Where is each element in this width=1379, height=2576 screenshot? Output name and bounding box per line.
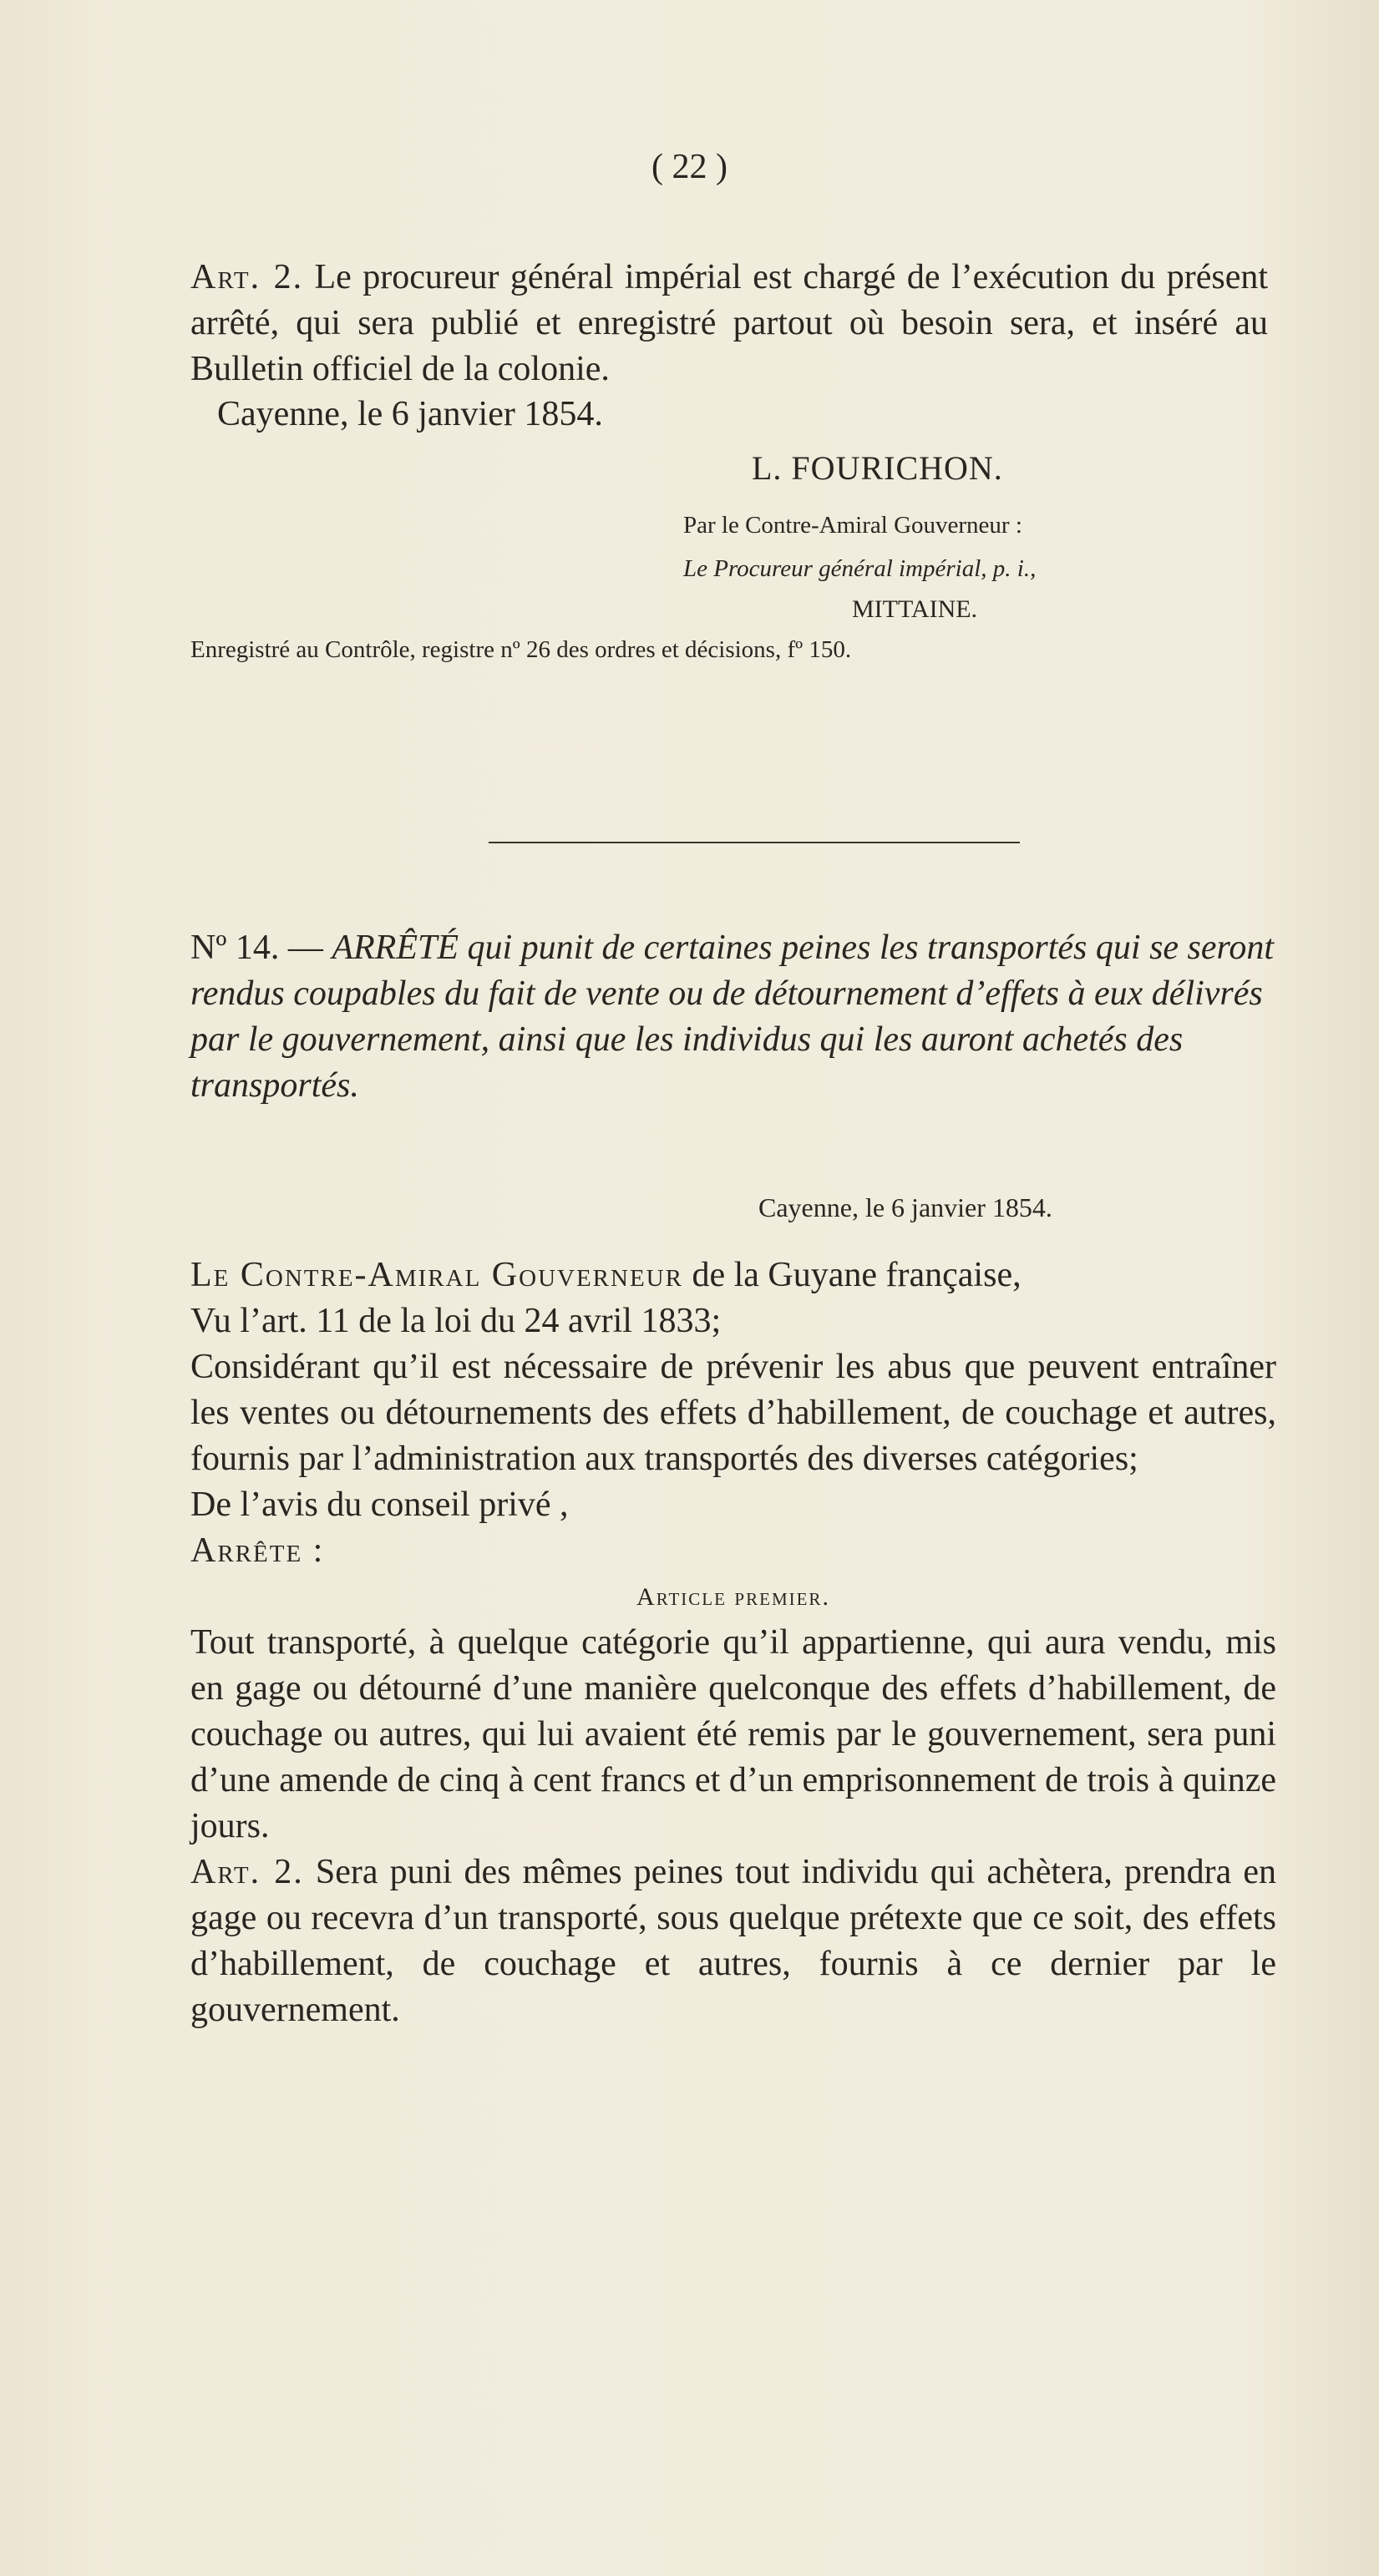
procureur-line: Le Procureur général impérial, p. i., <box>683 555 1037 582</box>
article-label: Art. 2. <box>190 258 304 296</box>
considerant-paragraph: Considérant qu’il est nécessaire de prévenir les abus que peuvent entraîner les ventes ou détournements des effets d’habillement, de couchage et autres, fournis par l’administration aux transportés des diverses catégories; <box>190 1348 1276 1478</box>
avis-paragraph: De l’avis du conseil privé , <box>190 1485 569 1524</box>
signature: L. FOURICHON. <box>752 449 1003 487</box>
decree-body <box>190 1253 1276 2033</box>
gouverneur-rest: de la Guyane française, <box>692 1256 1022 1294</box>
article-2-text: Sera puni des mêmes peines tout individu qui achètera, prendra en gage ou recevra d’un transporté, sous quelque prétexte que ce soit, des effets d’habillement, de couchage et autres, fournis à ce dernier par le gouvernement. <box>190 1853 1277 2029</box>
vu-paragraph: Vu l’art. 11 de la loi du 24 avril 1833; <box>190 1302 722 1340</box>
article-2-label: Art. 2. <box>190 1853 304 1891</box>
decree-title: ARRÊTÉ qui punit de certaines peines les transportés qui se seront rendus coupables du fait de vente ou de détournement d’effets à eux délivrés par le gouvernement, ainsi que les individus qui les auront achetés des transportés. <box>190 929 1275 1105</box>
article-1-text: Tout transporté, à quelque catégorie qu’il appartienne, qui aura vendu, mis en gage ou détourné d’une manière quelconque des effets d’habillement, de couchage ou autres, qui lui avaient été remis par le gouvernement, sera puni d’une amende de cinq à cent francs et d’un emprisonnement de trois à quinze jours. <box>190 1623 1276 1845</box>
article-text: Le procureur général impérial est chargé de l’exécution du présent arrêté, qui sera publié et enregistré partout où besoin sera, et inséré au Bulletin officiel de la colonie. <box>190 258 1268 388</box>
date-line: Cayenne, le 6 janvier 1854. <box>217 395 603 433</box>
article-2-block <box>190 255 1268 392</box>
page-number: ( 22 ) <box>651 148 728 186</box>
arrete-label: Arrête : <box>190 1531 325 1570</box>
registration-note: Enregistré au Contrôle, registre nº 26 des ordres et décisions, fº 150. <box>190 636 852 663</box>
article-premier-heading: Article premier. <box>636 1583 830 1611</box>
by-line: Par le Contre-Amiral Gouverneur : <box>683 512 1022 539</box>
decree-number: Nº 14. — <box>190 929 323 967</box>
decree-heading <box>190 925 1276 1109</box>
countersignature: MITTAINE. <box>852 595 978 623</box>
section-divider <box>489 842 1020 843</box>
gouverneur-label: Le Contre-Amiral Gouverneur <box>190 1256 683 1294</box>
decree-date: Cayenne, le 6 janvier 1854. <box>758 1192 1052 1222</box>
